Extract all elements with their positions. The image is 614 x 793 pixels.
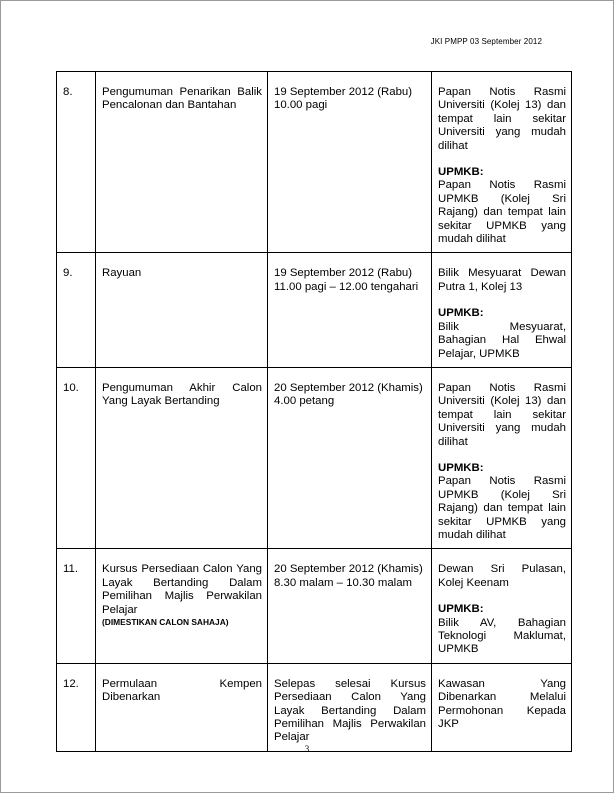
place-text: Dewan Sri Pulasan, Kolej Keenam [438, 563, 566, 589]
page-number: 3 [304, 744, 310, 754]
activity-text: Kursus Persediaan Calon Yang Layak Bertanding Dalam Pemilihan Majlis Perwakilan Pelajar [102, 563, 262, 616]
time-text: 11.00 pagi – 12.00 tengahari [274, 280, 419, 293]
place-text: Papan Notis Rasmi Universiti (Kolej 13) dan tempat lain sekitar Universiti yang mudah dilihat [438, 86, 566, 152]
place-text: Papan Notis Rasmi Universiti (Kolej 13) dan tempat lain sekitar Universiti yang mudah dilihat [438, 381, 566, 448]
place-cell [432, 663, 572, 751]
document-reference: JKI PMPP 03 September 2012 [430, 37, 542, 46]
place-cell [432, 253, 572, 367]
activity-text: Rayuan [102, 267, 142, 280]
place-text: Kawasan Yang Dibenarkan Melalui Permohonan Kepada JKP [438, 677, 566, 731]
campus-heading: UPMKB: [438, 603, 484, 616]
campus-place-text: Bilik AV, Bahagian Teknologi Maklumat, UPMKB [438, 616, 566, 656]
row-number: 12. [57, 663, 96, 751]
time-cell [268, 367, 432, 548]
row-number: 11. [57, 549, 96, 663]
activity-text: Pengumuman Akhir Calon Yang Layak Bertanding [102, 381, 262, 408]
table-row [57, 367, 572, 548]
time-text: 8.30 malam – 10.30 malam [274, 576, 413, 589]
place-cell [432, 549, 572, 663]
time-cell [268, 663, 432, 751]
campus-place-text: Papan Notis Rasmi UPMKB (Kolej Sri Rajang) dan tempat lain sekitar UPMKB yang mudah dilihat [438, 179, 566, 246]
campus-heading: UPMKB: [438, 307, 484, 320]
table-row [57, 663, 572, 751]
time-text: 4.00 petang [274, 395, 335, 408]
time-cell [268, 72, 432, 253]
date-text: 20 September 2012 (Khamis) [274, 381, 423, 394]
place-text: Bilik Mesyuarat Dewan Putra 1, Kolej 13 [438, 267, 566, 293]
place-cell [432, 367, 572, 548]
row-number: 10. [57, 367, 96, 548]
activity-cell [96, 367, 268, 548]
time-cell [268, 549, 432, 663]
date-text: 19 September 2012 (Rabu) [274, 86, 413, 98]
mandatory-note: (DIMESTIKAN CALON SAHAJA) [102, 617, 229, 627]
time-cell [268, 253, 432, 367]
campus-heading: UPMKB: [438, 461, 484, 474]
place-cell [432, 72, 572, 253]
campus-place-text: Papan Notis Rasmi UPMKB (Kolej Sri Rajang) dan tempat lain sekitar UPMKB yang mudah dilihat [438, 475, 566, 541]
campus-heading: UPMKB: [438, 166, 484, 179]
time-text: Selepas selesai Kursus Persediaan Calon Yang Layak Bertanding Dalam Pemilihan Majlis Perwakilan Pelajar [274, 677, 426, 744]
date-text: 20 September 2012 (Khamis) [274, 563, 423, 576]
campus-place-text: Bilik Mesyuarat, Bahagian Hal Ehwal Pelajar, UPMKB [438, 320, 566, 360]
activity-text: Permulaan Kempen Dibenarkan [102, 677, 262, 704]
table-row [57, 549, 572, 663]
date-text: 19 September 2012 (Rabu) [274, 267, 413, 280]
row-number: 8. [57, 72, 96, 253]
activity-cell [96, 663, 268, 751]
activity-cell [96, 72, 268, 253]
row-number: 9. [57, 253, 96, 367]
schedule-table [56, 71, 572, 752]
time-text: 10.00 pagi [274, 99, 328, 112]
table-row [57, 72, 572, 253]
activity-text: Pengumuman Penarikan Balik Pencalonan dan Bantahan [102, 86, 262, 112]
table-row [57, 253, 572, 367]
activity-cell [96, 549, 268, 663]
activity-cell [96, 253, 268, 367]
